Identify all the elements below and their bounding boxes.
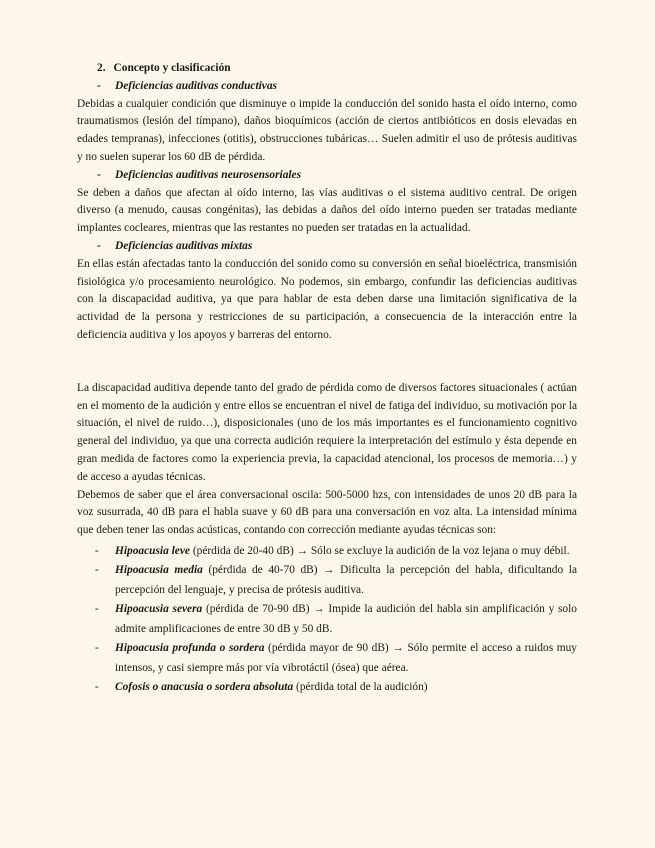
subsection-bullet: - (97, 79, 101, 92)
paragraph-discapacidad: La discapacidad auditiva depende tanto del grado de pérdida como de diversos factores situacionales ( actúan en el momento de la audición y entre ellos se encuentran el nivel de fatiga del individuo, su motivación por la situación, el nivel de ruido…), disposicionales (uno de los más importantes es el funcionamiento cognitivo general del individuo, ya que una correcta audición requiere la interpretación del estímulo y ésta depende en gran medida de factores como la experiencia previa, la capacidad atencional, los procesos de memoria…) y de acceso a ayudas técnicas. (77, 381, 577, 483)
level-detail: (pérdida de 70-90 dB) → Impide la audición del habla sin amplificación y solo admite amplificaciones de entre 30 dB y 50 dB. (115, 603, 577, 635)
document-page (77, 60, 577, 698)
level-detail: (pérdida mayor de 90 dB) → Sólo permite el acceso a ruidos muy intensos, y casi siempre más por vía vibrotáctil (ósea) que aérea. (115, 642, 577, 674)
section-heading (77, 60, 577, 78)
paragraph-mixtas: En ellas están afectadas tanto la conducción del sonido como su conversión en señal bioeléctrica, transmisión fisiológica y/o procesamiento neurológico. No podemos, sin embargo, confundir las deficiencias auditivas con la discapacidad auditiva, ya que para hablar de esta deben darse una limitación significativa de la actividad de la persona y restricciones de su participación, a consecuencia de la interacción entre la deficiencia auditiva y los apoyos y barreras del entorno. (77, 257, 577, 341)
list-item (77, 639, 577, 678)
level-term: Hipoacusia media (115, 564, 203, 577)
subsection-heading-conductivas (77, 78, 577, 96)
level-term: Cofosis o anacusia o sordera absoluta (115, 681, 294, 694)
subsection-bullet: - (97, 239, 101, 252)
subsection-bullet: - (97, 168, 101, 181)
list-bullet: - (95, 642, 99, 655)
level-detail: (pérdida total de la audición) (293, 681, 428, 694)
list-bullet: - (95, 564, 99, 577)
section-number: 2. (97, 62, 106, 74)
level-detail: (pérdida de 20-40 dB) → Sólo se excluye la audición de la voz lejana o muy débil. (189, 544, 570, 557)
list-item (77, 600, 577, 639)
level-term: Hipoacusia severa (115, 603, 203, 616)
list-item (77, 542, 577, 562)
paragraph-conductivas: Debidas a cualquier condición que disminuye o impide la conducción del sonido hasta el oído interno, como traumatismos (lesión del tímpano), daños bioquímicos (acción de ciertos antibióticos en dosis elevadas en edades tempranas), infecciones (otitis), obstrucciones tubáricas… Suelen admitir el uso de prótesis auditivas y no suelen superar los 60 dB de pérdida. (77, 97, 577, 163)
spacer (77, 345, 577, 380)
list-bullet: - (95, 603, 99, 616)
subsection-heading-mixtas (77, 238, 577, 256)
subsection-heading-neurosensoriales (77, 167, 577, 185)
level-term: Hipoacusia leve (115, 544, 190, 557)
section-title: Concepto y clasificación (113, 62, 231, 74)
list-bullet: - (95, 681, 99, 694)
subsection-title: Deficiencias auditivas neurosensoriales (115, 168, 302, 181)
level-detail: (pérdida de 40-70 dB) → Dificulta la percepción del habla, dificultando la percepción del lenguaje, y precisa de prótesis auditiva. (115, 564, 577, 596)
paragraph-neurosensoriales: Se deben a daños que afectan al oído interno, las vías auditivas o el sistema auditivo central. De origen diverso (a menudo, causas congénitas), las debidas a daños del oído interno pueden ser tratadas mediante implantes cocleares, mientras que las restantes no pueden ser tratadas en la actualidad. (77, 186, 577, 235)
level-term: Hipoacusia profunda o sordera (115, 642, 265, 655)
subsection-title: Deficiencias auditivas mixtas (115, 239, 253, 252)
hearing-loss-levels-list (77, 542, 577, 698)
list-item (77, 678, 577, 698)
list-item (77, 561, 577, 600)
paragraph-area-conversacional: Debemos de saber que el área conversacional oscila: 500-5000 hzs, con intensidades de unos 20 dB para la voz susurrada, 40 dB para el habla suave y 60 dB para una conversación en voz alta. La intensidad mínima que deben tener las ondas acústicas, contando con corrección mediante ayudas técnicas son: (77, 488, 577, 537)
subsection-title: Deficiencias auditivas conductivas (115, 79, 277, 92)
list-bullet: - (95, 544, 99, 557)
